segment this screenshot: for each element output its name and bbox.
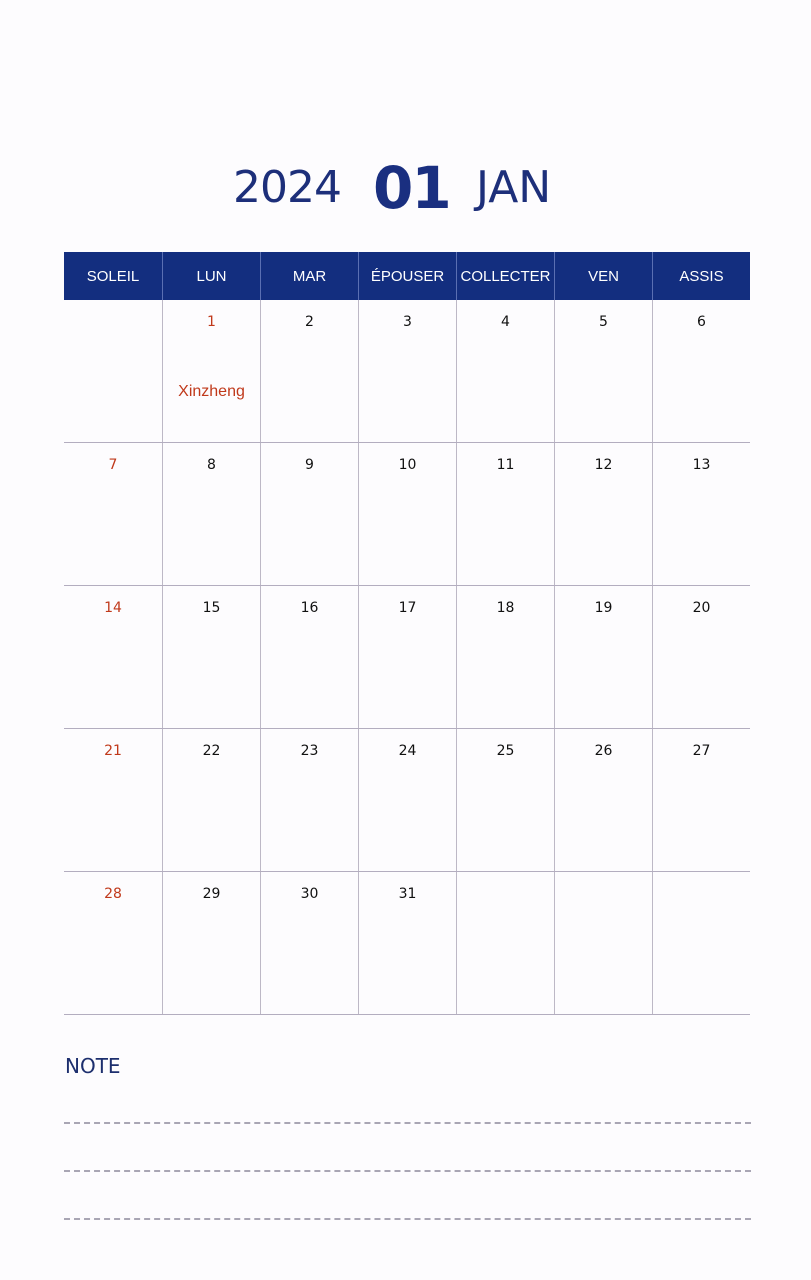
day-cell[interactable]	[456, 729, 554, 871]
day-number: 8	[207, 457, 216, 473]
weekday-thursday: COLLECTER	[456, 252, 554, 300]
week-row	[64, 872, 750, 1015]
day-number: 27	[692, 743, 711, 759]
day-number: 31	[398, 886, 417, 902]
day-number: 15	[202, 600, 221, 616]
day-cell[interactable]	[260, 872, 358, 1014]
week-row	[64, 300, 750, 443]
day-number: 24	[398, 743, 417, 759]
year-label: 2024	[233, 162, 341, 213]
day-cell[interactable]	[554, 586, 652, 728]
day-cell[interactable]	[652, 300, 750, 442]
day-cell[interactable]	[64, 586, 162, 728]
month-name: JAN	[476, 162, 552, 213]
day-cell[interactable]	[358, 443, 456, 585]
day-cell[interactable]	[162, 729, 260, 871]
day-number: 16	[300, 600, 319, 616]
holiday-label: Xinzheng	[178, 383, 245, 400]
day-number: 29	[202, 886, 221, 902]
day-number: 5	[599, 314, 608, 330]
weekday-tuesday: MAR	[260, 252, 358, 300]
day-number: 10	[398, 457, 417, 473]
day-cell[interactable]	[456, 300, 554, 442]
day-cell[interactable]	[358, 300, 456, 442]
day-cell	[456, 872, 554, 1014]
day-cell[interactable]	[358, 872, 456, 1014]
day-cell[interactable]	[652, 586, 750, 728]
day-cell[interactable]	[260, 729, 358, 871]
day-number: 17	[398, 600, 417, 616]
day-cell[interactable]	[358, 729, 456, 871]
week-row	[64, 443, 750, 586]
day-number: 4	[501, 314, 510, 330]
weekday-header-row	[64, 252, 750, 300]
weekday-wednesday: ÉPOUSER	[358, 252, 456, 300]
calendar-title	[0, 150, 811, 230]
day-number: 6	[697, 314, 706, 330]
day-number: 25	[496, 743, 515, 759]
day-number: 14	[104, 600, 122, 616]
month-number: 01	[373, 154, 450, 222]
day-number: 21	[104, 743, 122, 759]
day-number: 26	[594, 743, 613, 759]
weeks-container	[64, 300, 750, 1015]
note-line[interactable]	[64, 1170, 751, 1172]
day-cell[interactable]	[260, 300, 358, 442]
day-cell[interactable]	[554, 300, 652, 442]
day-cell[interactable]	[554, 443, 652, 585]
weekday-monday: LUN	[162, 252, 260, 300]
day-number: 19	[594, 600, 613, 616]
weekday-sunday: SOLEIL	[86, 267, 140, 285]
day-cell	[64, 300, 162, 442]
day-cell[interactable]	[162, 443, 260, 585]
day-number: 28	[104, 886, 122, 902]
day-cell[interactable]	[456, 586, 554, 728]
day-number: 1	[207, 314, 216, 330]
week-row	[64, 586, 750, 729]
day-cell[interactable]	[162, 300, 260, 442]
note-line[interactable]	[64, 1122, 751, 1124]
day-cell[interactable]	[358, 586, 456, 728]
weekday-friday: VEN	[554, 252, 652, 300]
day-number: 13	[692, 457, 711, 473]
day-number: 12	[594, 457, 613, 473]
day-cell[interactable]	[64, 872, 162, 1014]
day-cell[interactable]	[162, 586, 260, 728]
day-number: 11	[496, 457, 515, 473]
day-cell[interactable]	[652, 443, 750, 585]
day-cell[interactable]	[64, 443, 162, 585]
day-number: 22	[202, 743, 221, 759]
week-row	[64, 729, 750, 872]
day-cell[interactable]	[456, 443, 554, 585]
calendar-grid	[64, 252, 750, 1015]
day-number: 3	[403, 314, 412, 330]
day-cell[interactable]	[554, 729, 652, 871]
day-number: 23	[300, 743, 319, 759]
day-cell	[554, 872, 652, 1014]
day-cell[interactable]	[260, 586, 358, 728]
day-number: 20	[692, 600, 711, 616]
day-number: 30	[300, 886, 319, 902]
day-number: 7	[108, 457, 118, 473]
note-title: NOTE	[65, 1054, 121, 1078]
day-cell[interactable]	[260, 443, 358, 585]
day-cell	[652, 872, 750, 1014]
day-number: 2	[305, 314, 314, 330]
day-cell[interactable]	[652, 729, 750, 871]
day-cell[interactable]	[64, 729, 162, 871]
weekday-saturday: ASSIS	[652, 252, 750, 300]
day-cell[interactable]	[162, 872, 260, 1014]
day-number: 9	[305, 457, 314, 473]
note-line[interactable]	[64, 1218, 751, 1220]
day-number: 18	[496, 600, 515, 616]
